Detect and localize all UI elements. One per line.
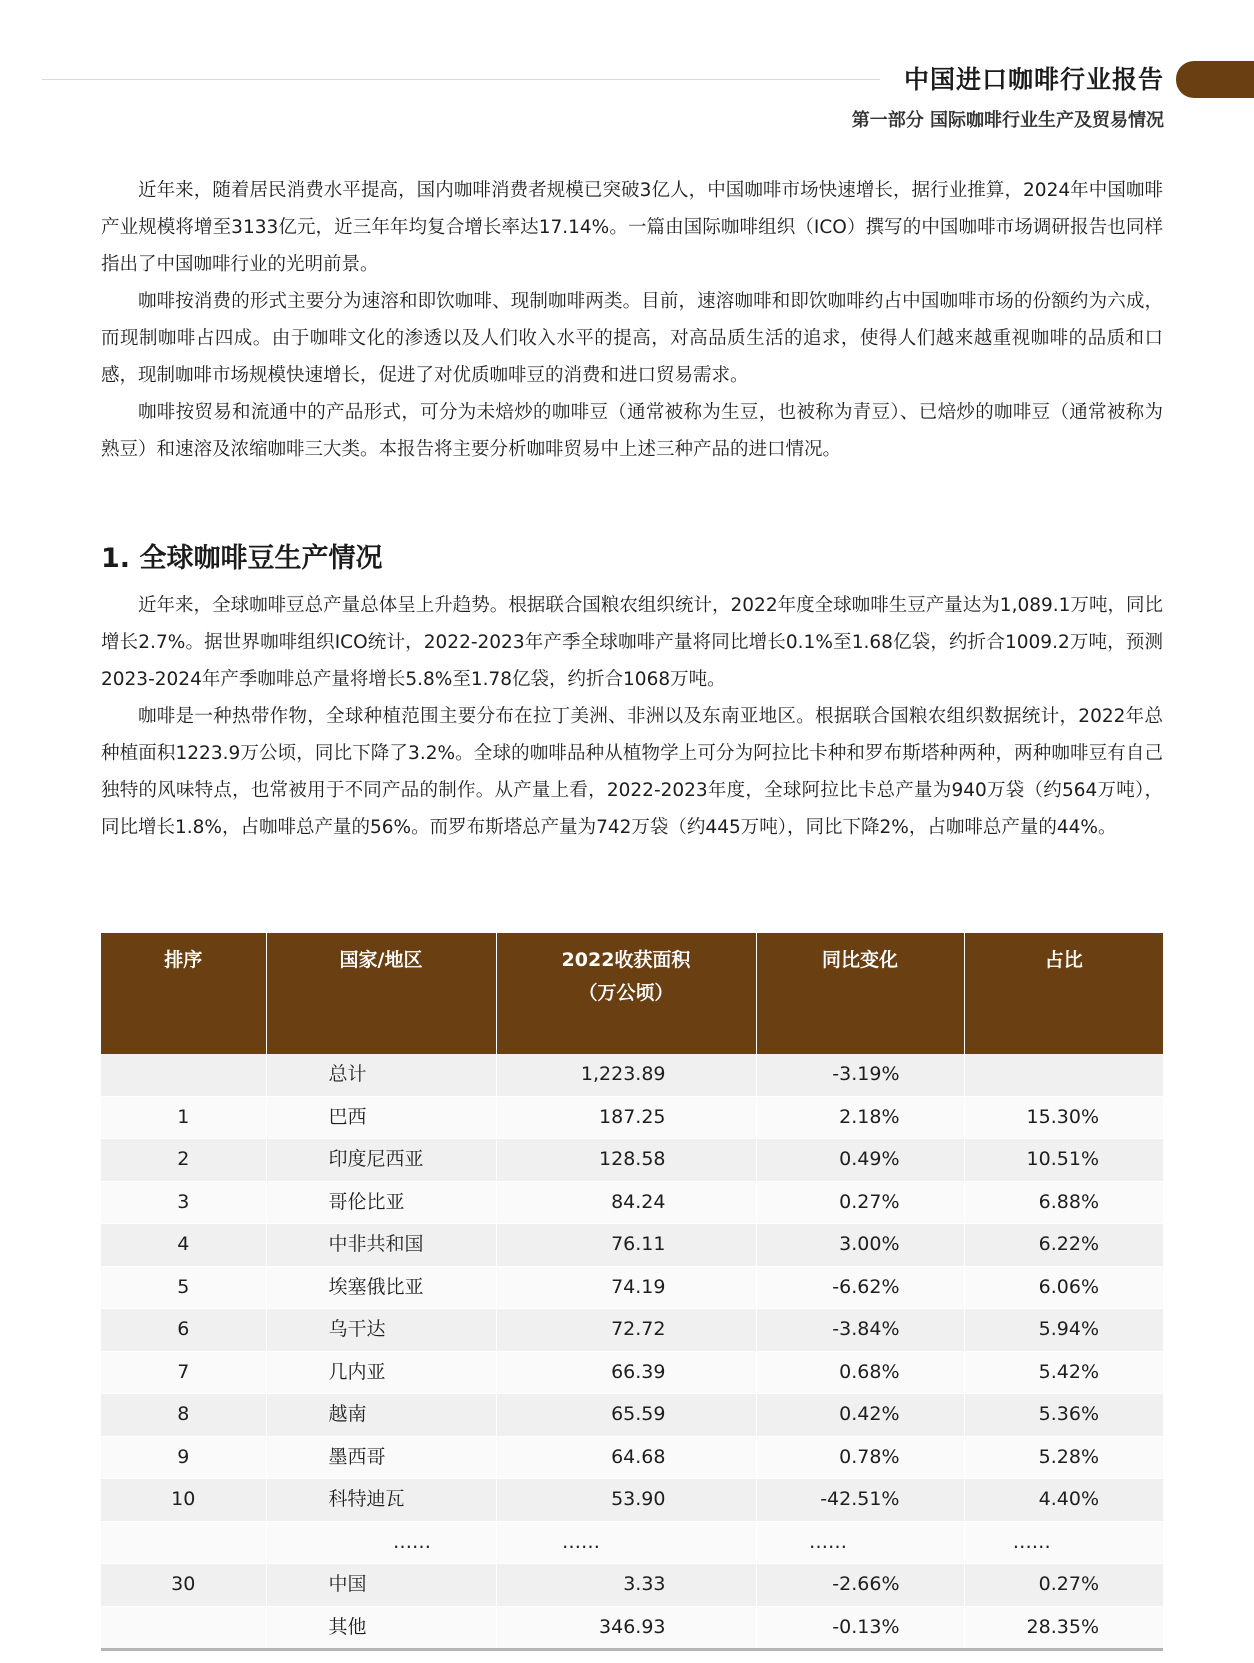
- cell-share: 5.42%: [964, 1351, 1163, 1394]
- table-row: [101, 1054, 1163, 1096]
- cell-share: 28.35%: [964, 1606, 1163, 1650]
- section-body: [101, 587, 1163, 846]
- cell-share: 0.27%: [964, 1564, 1163, 1607]
- cell-rank: [101, 1521, 266, 1564]
- table-body: [101, 1054, 1163, 1650]
- table-row: [101, 1436, 1163, 1479]
- header-area: [496, 933, 756, 1054]
- cell-area: 1,223.89: [496, 1054, 756, 1096]
- cell-country: 埃塞俄比亚: [266, 1266, 496, 1309]
- table-row: [101, 1096, 1163, 1139]
- cell-country: 巴西: [266, 1096, 496, 1139]
- cell-change: 0.68%: [756, 1351, 964, 1394]
- cell-country: 几内亚: [266, 1351, 496, 1394]
- table-row: [101, 1224, 1163, 1267]
- header-divider: [42, 79, 880, 80]
- header-area-line2: （万公顷）: [578, 982, 674, 1004]
- harvest-area-table: [101, 933, 1163, 1651]
- cell-area: 187.25: [496, 1096, 756, 1139]
- cell-change: -3.84%: [756, 1309, 964, 1352]
- cell-rank: 7: [101, 1351, 266, 1394]
- intro-paragraph: 近年来，随着居民消费水平提高，国内咖啡消费者规模已突破3亿人，中国咖啡市场快速增长，据行业推算，2024年中国咖啡产业规模将增至3133亿元，近三年年均复合增长率达17.14%。一篇由国际咖啡组织（ICO）撰写的中国咖啡市场调研报告也同样指出了中国咖啡行业的光明前景。: [101, 180, 1163, 275]
- cell-share: 10.51%: [964, 1139, 1163, 1182]
- cell-area: 66.39: [496, 1351, 756, 1394]
- cell-rank: 5: [101, 1266, 266, 1309]
- report-title: 中国进口咖啡行业报告: [903, 65, 1164, 94]
- cell-change: -3.19%: [756, 1054, 964, 1096]
- cell-change: 0.27%: [756, 1181, 964, 1224]
- cell-country: 科特迪瓦: [266, 1479, 496, 1522]
- cell-share: 5.94%: [964, 1309, 1163, 1352]
- cell-rank: 6: [101, 1309, 266, 1352]
- cell-country: 中非共和国: [266, 1224, 496, 1267]
- cell-area: 53.90: [496, 1479, 756, 1522]
- cell-change: ……: [756, 1521, 964, 1564]
- cell-area: 74.19: [496, 1266, 756, 1309]
- cell-country: 其他: [266, 1606, 496, 1650]
- table-row: [101, 1181, 1163, 1224]
- cell-change: 0.78%: [756, 1436, 964, 1479]
- cell-share: 6.22%: [964, 1224, 1163, 1267]
- table-row: [101, 1394, 1163, 1437]
- header-accent-tab: [1176, 61, 1254, 98]
- intro-paragraph: 咖啡按消费的形式主要分为速溶和即饮咖啡、现制咖啡两类。目前，速溶咖啡和即饮咖啡约占中国咖啡市场的份额约为六成，而现制咖啡占四成。由于咖啡文化的渗透以及人们收入水平的提高，对高品质生活的追求，使得人们越来越重视咖啡的品质和口感，现制咖啡市场规模快速增长，促进了对优质咖啡豆的消费和进口贸易需求。: [101, 291, 1163, 386]
- header-area-line1: 2022收获面积: [561, 949, 691, 971]
- table-header-row: [101, 933, 1163, 1054]
- cell-country: 墨西哥: [266, 1436, 496, 1479]
- cell-change: -0.13%: [756, 1606, 964, 1650]
- cell-change: 0.42%: [756, 1394, 964, 1437]
- cell-rank: 1: [101, 1096, 266, 1139]
- header-share: 占比: [964, 933, 1163, 1054]
- cell-area: 3.33: [496, 1564, 756, 1607]
- table-row: [101, 1521, 1163, 1564]
- cell-change: 2.18%: [756, 1096, 964, 1139]
- cell-share: 5.28%: [964, 1436, 1163, 1479]
- cell-share: 6.88%: [964, 1181, 1163, 1224]
- cell-area: 64.68: [496, 1436, 756, 1479]
- cell-area: ……: [496, 1521, 756, 1564]
- cell-change: -2.66%: [756, 1564, 964, 1607]
- cell-area: 72.72: [496, 1309, 756, 1352]
- cell-rank: 30: [101, 1564, 266, 1607]
- cell-change: 0.49%: [756, 1139, 964, 1182]
- cell-country: 中国: [266, 1564, 496, 1607]
- table-row: [101, 1351, 1163, 1394]
- cell-country: 乌干达: [266, 1309, 496, 1352]
- cell-share: ……: [964, 1521, 1163, 1564]
- cell-country: ……: [266, 1521, 496, 1564]
- cell-change: 3.00%: [756, 1224, 964, 1267]
- cell-country: 越南: [266, 1394, 496, 1437]
- intro-paragraph: 咖啡按贸易和流通中的产品形式，可分为未焙炒的咖啡豆（通常被称为生豆，也被称为青豆）、已焙炒的咖啡豆（通常被称为熟豆）和速溶及浓缩咖啡三大类。本报告将主要分析咖啡贸易中上述三种产品的进口情况。: [101, 402, 1163, 460]
- cell-rank: [101, 1606, 266, 1650]
- cell-area: 128.58: [496, 1139, 756, 1182]
- intro-text: [101, 172, 1163, 468]
- cell-country: 印度尼西亚: [266, 1139, 496, 1182]
- cell-rank: 4: [101, 1224, 266, 1267]
- table-row: [101, 1266, 1163, 1309]
- cell-share: 15.30%: [964, 1096, 1163, 1139]
- cell-rank: [101, 1054, 266, 1096]
- header-change: 同比变化: [756, 933, 964, 1054]
- cell-rank: 9: [101, 1436, 266, 1479]
- cell-rank: 2: [101, 1139, 266, 1182]
- section-title: 1. 全球咖啡豆生产情况: [101, 543, 383, 574]
- table-row: [101, 1479, 1163, 1522]
- cell-share: 4.40%: [964, 1479, 1163, 1522]
- table-row: [101, 1606, 1163, 1650]
- section-paragraph: 咖啡是一种热带作物，全球种植范围主要分布在拉丁美洲、非洲以及东南亚地区。根据联合国粮农组织数据统计，2022年总种植面积1223.9万公顷，同比下降了3.2%。全球的咖啡品种从植物学上可分为阿拉比卡种和罗布斯塔种两种，两种咖啡豆有自己独特的风味特点，也常被用于不同产品的制作。从产量上看，2022-2023年度，全球阿拉比卡总产量为940万袋（约564万吨），同比增长1.8%，占咖啡总产量的56%。而罗布斯塔总产量为742万袋（约445万吨），同比下降2%，占咖啡总产量的44%。: [101, 706, 1163, 838]
- cell-country: 哥伦比亚: [266, 1181, 496, 1224]
- cell-area: 346.93: [496, 1606, 756, 1650]
- cell-country: 总计: [266, 1054, 496, 1096]
- cell-area: 84.24: [496, 1181, 756, 1224]
- cell-area: 65.59: [496, 1394, 756, 1437]
- cell-rank: 8: [101, 1394, 266, 1437]
- cell-rank: 3: [101, 1181, 266, 1224]
- cell-change: -6.62%: [756, 1266, 964, 1309]
- section-paragraph: 近年来，全球咖啡豆总产量总体呈上升趋势。根据联合国粮农组织统计，2022年度全球咖啡生豆产量达为1,089.1万吨，同比增长2.7%。据世界咖啡组织ICO统计，2022-2023年产季全球咖啡产量将同比增长0.1%至1.68亿袋，约折合1009.2万吨，预测2023-2024年产季咖啡总产量将增长5.8%至1.78亿袋，约折合1068万吨。: [101, 595, 1163, 690]
- report-subtitle: 第一部分 国际咖啡行业生产及贸易情况: [851, 110, 1164, 131]
- cell-share: 5.36%: [964, 1394, 1163, 1437]
- header-country: 国家/地区: [266, 933, 496, 1054]
- table-row: [101, 1309, 1163, 1352]
- cell-share: [964, 1054, 1163, 1096]
- cell-rank: 10: [101, 1479, 266, 1522]
- cell-area: 76.11: [496, 1224, 756, 1267]
- table-row: [101, 1564, 1163, 1607]
- table-row: [101, 1139, 1163, 1182]
- cell-share: 6.06%: [964, 1266, 1163, 1309]
- header-rank: 排序: [101, 933, 266, 1054]
- cell-change: -42.51%: [756, 1479, 964, 1522]
